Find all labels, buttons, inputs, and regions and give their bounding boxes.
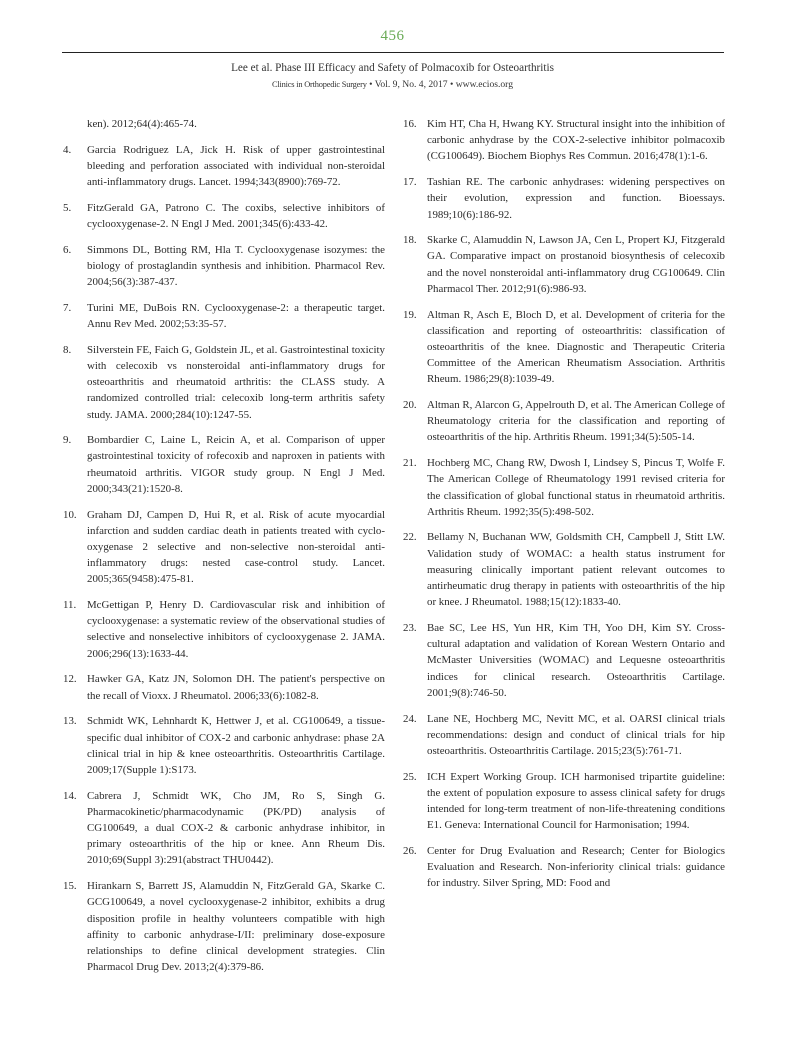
journal-name: Clinics in Orthopedic Surgery xyxy=(271,80,367,89)
header-divider xyxy=(62,52,724,53)
reference-text: McGettigan P, Henry D. Cardiovascular risk and inhibition of cyclooxygenase: a systematic review of the observational studies of selective and nonselective inhibitors of cyclooxygenase 2. JAMA. 2006;296(13):1633-44. xyxy=(87,599,385,660)
reference-number: 15. xyxy=(63,880,77,893)
journal-meta: • Vol. 9, No. 4, 2017 • www.ecios.org xyxy=(366,79,514,90)
reference-number: 14. xyxy=(63,789,77,802)
reference-item xyxy=(403,307,725,388)
page-number: 456 xyxy=(380,28,405,44)
reference-text: Bae SC, Lee HS, Yun HR, Kim TH, Yoo DH, Kim SY. Cross-cultural adaptation and validation of Korean Western Ontario and McMaster Universities (WOMAC) and Lequesne osteoarthritis indices for clinical research. Osteoarthritis Cartilage. 2001;9(8):746-50. xyxy=(427,621,725,699)
reference-number: 11. xyxy=(63,599,77,612)
reference-item xyxy=(63,342,385,423)
reference-text: Lane NE, Hochberg MC, Nevitt MC, et al. OARSI clinical trials recommendations: design and conduct of clinical trials for hip osteoarthritis. Osteoarthritis Cartilage. 2015;23(5):761-71. xyxy=(427,712,725,757)
reference-item xyxy=(403,174,725,223)
reference-text: Bellamy N, Buchanan WW, Goldsmith CH, Campbell J, Stitt LW. Validation study of WOMAC: a health status instrument for measuring clinically important patient relevant outcomes to antirheumatic drug therapy in patients with osteoarthritis of the hip or knee. J Rheumatol. 1988;15(12):1833-40. xyxy=(427,531,725,609)
reference-item xyxy=(63,671,385,703)
reference-text: Schmidt WK, Lehnhardt K, Hettwer J, et al. CG100649, a tissue-specific dual inhibitor of COX-2 and carbonic anhydrase: phase 2A clinical trial in hip & knee osteoarthritis. Osteoarthritis Cartilage. 2009;17(Supple 1):S173. xyxy=(87,715,385,776)
reference-text: Cabrera J, Schmidt WK, Cho JM, Ro S, Singh G. Pharmacokinetic/pharmacodynamic (PK/PD) analysis of CG100649, a dual COX-2 & carbonic anhydrase inhibitor, in primary osteoarthritis of the hip or knee. Ann Rheum Dis. 2010;69(Suppl 3):291(abstract THU0442). xyxy=(87,789,385,867)
reference-item xyxy=(403,397,725,446)
reference-number: 26. xyxy=(403,844,417,857)
reference-text: ICH Expert Working Group. ICH harmonised tripartite guideline: the extent of population exposure to assess clinical safety for drugs intended for long-term treatment of non-life-threatening conditions E1. Geneva: International Council for Harmonisation; 1994. xyxy=(427,770,725,832)
reference-number: 17. xyxy=(403,176,417,189)
reference-item xyxy=(63,878,385,975)
reference-number: 22. xyxy=(403,531,417,544)
running-title: Lee et al. Phase III Efficacy and Safety of Polmacoxib for Osteoarthritis xyxy=(231,62,554,74)
reference-text: Hirankarn S, Barrett JS, Alamuddin N, FitzGerald GA, Skarke C. GCG100649, a novel cyclooxygenase-2 inhibitor, exhibits a drug disposition profile in healthy volunteers compatible with high affinity to carbonic anhydrase-I/II: preliminary dose-exposure relationships to define clinical development strategies. Clin Pharmacol Drug Dev. 2013;2(4):379-86. xyxy=(87,880,385,974)
reference-item xyxy=(63,242,385,291)
reference-item xyxy=(403,843,725,892)
left-reference-column xyxy=(63,116,385,985)
reference-text: Graham DJ, Campen D, Hui R, et al. Risk of acute myocardial infarction and sudden cardiac death in patients treated with cyclo-oxygenase 2 selective and non-selective non-steroidal anti-inflammatory drugs: nested case-control study. Lancet. 2005;365(9458):475-81. xyxy=(87,508,385,586)
right-reference-column xyxy=(403,116,725,901)
reference-item xyxy=(63,507,385,588)
reference-number: 20. xyxy=(403,399,417,412)
reference-item xyxy=(63,597,385,662)
reference-text: Tashian RE. The carbonic anhydrases: widening perspectives on their evolution, expression and function. Bioessays. 1989;10(6):186-92. xyxy=(427,176,725,221)
reference-item xyxy=(403,116,725,165)
reference-number: 23. xyxy=(403,621,417,634)
reference-number: 25. xyxy=(403,770,417,783)
reference-item xyxy=(63,300,385,332)
reference-number: 19. xyxy=(403,308,417,321)
reference-item xyxy=(403,620,725,701)
reference-item xyxy=(403,711,725,760)
reference-text: Kim HT, Cha H, Hwang KY. Structural insight into the inhibition of carbonic anhydrase by the COX-2-selective inhibitor polmacoxib (CG100649). Biochem Biophys Res Commun. 2016;478(1):1-6. xyxy=(427,118,725,163)
reference-number: 13. xyxy=(63,715,77,728)
reference-continuation xyxy=(63,116,385,132)
reference-number: 12. xyxy=(63,673,77,686)
reference-item xyxy=(403,769,725,834)
reference-text: Hawker GA, Katz JN, Solomon DH. The patient's perspective on the recall of Vioxx. J Rheumatol. 2006;33(6):1082-8. xyxy=(87,673,385,702)
reference-item xyxy=(403,529,725,610)
reference-text: Center for Drug Evaluation and Research; Center for Biologics Evaluation and Research. Non-inferiority clinical trials: guidance for industry. Silver Spring, MD: Food and xyxy=(427,844,725,890)
reference-item xyxy=(403,232,725,297)
reference-item xyxy=(63,142,385,191)
reference-number: 4. xyxy=(63,143,72,156)
reference-number: 10. xyxy=(63,508,77,521)
reference-text: ken). 2012;64(4):465-74. xyxy=(87,118,197,130)
journal-line xyxy=(0,79,785,90)
reference-text: Altman R, Asch E, Bloch D, et al. Development of criteria for the classification and reporting of osteoarthritis: classification of osteoarthritis of the knee. Diagnostic and Therapeutic Criteria Committee of the American Rheumatism Association. Arthritis Rheum. 1986;29(8):1039-49. xyxy=(427,308,725,386)
reference-number: 6. xyxy=(63,243,72,256)
reference-number: 7. xyxy=(63,301,72,314)
reference-item xyxy=(63,200,385,232)
reference-number: 21. xyxy=(403,457,417,470)
reference-text: Hochberg MC, Chang RW, Dwosh I, Lindsey S, Pincus T, Wolfe F. The American College of Rheumatology 1991 revised criteria for the classification of global functional status in rheumatoid arthritis. Arthritis Rheum. 1992;35(5):498-502. xyxy=(427,457,725,518)
reference-number: 18. xyxy=(403,234,417,247)
reference-text: FitzGerald GA, Patrono C. The coxibs, selective inhibitors of cyclooxygenase-2. N Engl J Med. 2001;345(6):433-42. xyxy=(87,201,385,231)
reference-item xyxy=(63,788,385,869)
reference-text: Silverstein FE, Faich G, Goldstein JL, et al. Gastrointestinal toxicity with celecoxib vs nonsteroidal anti-inflammatory drugs for osteoarthritis and rheumatoid arthritis: the CLASS study. A randomized controlled trial: celecoxib long-term arthritis safety study. JAMA. 2000;284(10):1247-55. xyxy=(87,343,385,421)
reference-item xyxy=(63,713,385,778)
reference-number: 8. xyxy=(63,343,72,356)
reference-number: 5. xyxy=(63,201,72,214)
reference-number: 24. xyxy=(403,712,417,725)
reference-number: 9. xyxy=(63,434,72,447)
reference-text: Skarke C, Alamuddin N, Lawson JA, Cen L, Propert KJ, Fitzgerald GA. Comparative impact on prostanoid biosynthesis of celecoxib and the novel nonsteroidal anti-inflammatory drug CG100649. Clin Pharmacol Ther. 2012;91(6):986-93. xyxy=(427,234,725,295)
reference-number: 16. xyxy=(403,118,417,130)
reference-text: Bombardier C, Laine L, Reicin A, et al. Comparison of upper gastrointestinal toxicity of rofecoxib and naproxen in patients with rheumatoid arthritis. VIGOR study group. N Engl J Med. 2000;343(21):1520-8. xyxy=(87,434,385,495)
reference-text: Garcia Rodriguez LA, Jick H. Risk of upper gastrointestinal bleeding and perforation associated with individual non-steroidal anti-inflammatory drugs. Lancet. 1994;343(8900):769-72. xyxy=(87,143,385,189)
reference-text: Turini ME, DuBois RN. Cyclooxygenase-2: a therapeutic target. Annu Rev Med. 2002;53:35-57. xyxy=(87,301,385,331)
reference-item xyxy=(63,432,385,497)
reference-text: Simmons DL, Botting RM, Hla T. Cyclooxygenase isozymes: the biology of prostaglandin synthesis and inhibition. Pharmacol Rev. 2004;56(3):387-437. xyxy=(87,243,385,289)
reference-item xyxy=(403,455,725,520)
reference-text: Altman R, Alarcon G, Appelrouth D, et al. The American College of Rheumatology criteria for the classification and reporting of osteoarthritis of the hip. Arthritis Rheum. 1991;34(5):505-14. xyxy=(427,399,725,444)
